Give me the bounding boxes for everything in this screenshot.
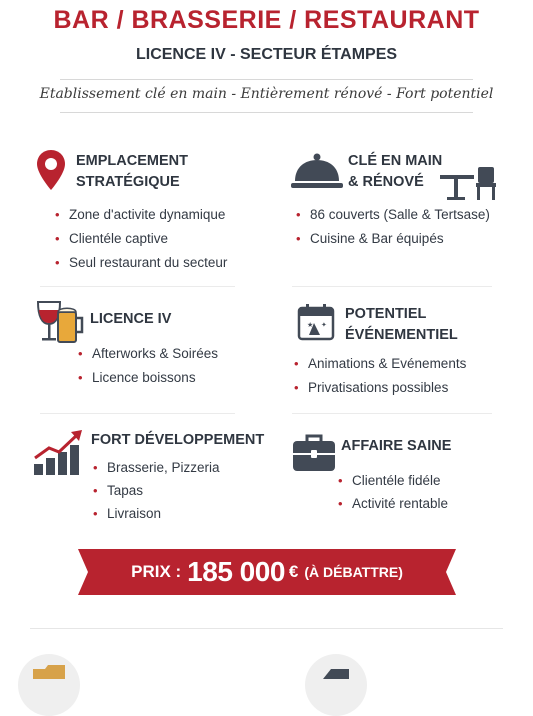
feature-title-turnkey (348, 151, 442, 193)
feature-title-line: & RÉNOVÉ (348, 174, 424, 190)
price-currency: € (288, 562, 299, 581)
feature-list-business (338, 469, 448, 515)
divider (60, 112, 473, 113)
feature-list-events (294, 352, 466, 400)
price-note: (À DÉBATTRE) (304, 564, 403, 580)
feature-list-turnkey (296, 203, 490, 251)
calendar-icon (297, 303, 335, 346)
list-item: • Seul restaurant du secteur (55, 251, 227, 275)
list-item: • Zone d'activite dynamique (55, 203, 227, 227)
document-icon-backdrop (305, 654, 367, 716)
divider (40, 413, 235, 414)
list-item: • Animations & Evénements (294, 352, 466, 376)
table-chair-icon (438, 165, 498, 206)
feature-title-line: ÉVÉNEMENTIEL (345, 327, 458, 343)
feature-title-events (345, 304, 458, 346)
divider (60, 79, 473, 80)
list-item: • Tapas (93, 479, 220, 502)
list-item: • Clientéle fidéle (338, 469, 448, 492)
list-item: • Afterworks & Soirées (78, 342, 218, 366)
svg-text:✦: ✦ (321, 321, 327, 329)
feature-list-licence (78, 342, 218, 390)
list-item: • Brasserie, Pizzeria (93, 456, 220, 479)
document-icon (323, 666, 349, 684)
page-subtitle: LICENCE IV - SECTEUR ÉTAMPES (135, 46, 398, 63)
growth-chart-icon (33, 428, 85, 481)
list-item: • Activité rentable (338, 492, 448, 515)
feature-title-line: EMPLACEMENT (76, 153, 188, 169)
feature-title-line: POTENTIEL (345, 306, 427, 322)
divider (292, 286, 492, 287)
feature-title-licence: LICENCE IV (90, 311, 172, 327)
page-title: BAR / BRASSERIE / RESTAURANT (53, 6, 480, 34)
feature-title-line: STRATÉGIQUE (76, 174, 180, 190)
divider (30, 628, 503, 629)
location-pin-icon (36, 149, 66, 196)
price-text (78, 549, 456, 595)
price-banner (78, 549, 456, 595)
cloche-icon (291, 152, 343, 195)
list-item: • Livraison (93, 502, 220, 525)
list-item: • Licence boissons (78, 366, 218, 390)
list-item: • Clientéle captive (55, 227, 227, 251)
tagline: Etablissement clé en main - Entièrement rénové - Fort potentiel (39, 86, 494, 102)
feature-title-line: CLÉ EN MAIN (348, 153, 443, 169)
list-item: • 86 couverts (Salle & Tertsase) (296, 203, 490, 227)
svg-text:★: ★ (307, 321, 314, 329)
price-value: 185 000 (187, 556, 285, 587)
feature-title-location (76, 151, 188, 193)
divider (40, 286, 235, 287)
feature-title-business: AFFAIRE SAINE (341, 438, 452, 454)
feature-list-location (55, 203, 227, 275)
divider (292, 413, 492, 414)
feature-title-growth: FORT DÉVELOPPEMENT (91, 432, 265, 448)
list-item: • Cuisine & Bar équipés (296, 227, 490, 251)
feature-list-growth (93, 456, 220, 525)
folder-icon-backdrop (18, 654, 80, 716)
price-label: PRIX : (131, 562, 182, 581)
briefcase-icon (292, 433, 336, 478)
list-item: • Privatisations possibles (294, 376, 466, 400)
